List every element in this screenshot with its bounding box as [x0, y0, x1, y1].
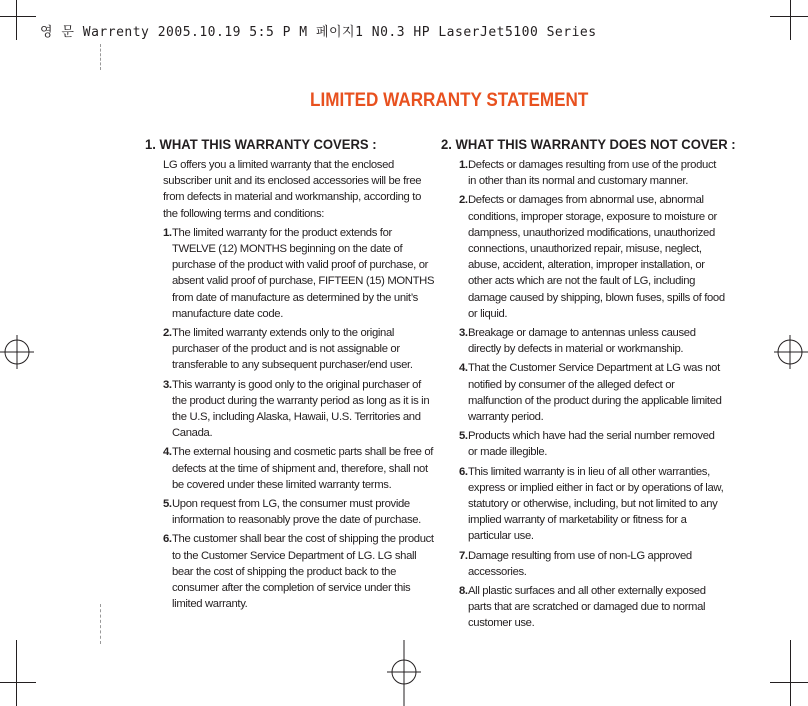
item-number: 6.	[163, 533, 172, 546]
list-item	[163, 496, 435, 528]
crop-mark-bottom-right-h	[770, 682, 808, 683]
item-text: This warranty is good only to the original purchaser of the product during the warranty period as long as it is in the U.S, including Alaska, Hawaii, U.S. Territories and Canada.	[172, 378, 430, 440]
registration-target-bottom-icon	[384, 640, 424, 706]
list-item	[163, 225, 435, 322]
item-text: Upon request from LG, the consumer must provide information to reasonably prove the date of purchase.	[172, 498, 421, 527]
registration-target-left-icon	[0, 332, 40, 372]
list-item	[163, 377, 435, 442]
item-number: 3.	[459, 327, 468, 340]
crop-mark-bottom-left	[16, 640, 17, 706]
item-text: Products which have had the serial number removed or made illegible.	[468, 430, 715, 459]
item-number: 2.	[459, 194, 468, 207]
item-number: 4.	[163, 446, 172, 459]
section-what-warranty-covers	[145, 137, 435, 615]
list-item	[163, 325, 435, 374]
list-item	[163, 531, 435, 612]
item-number: 4.	[459, 362, 468, 375]
section-intro: LG offers you a limited warranty that the enclosed subscriber unit and its enclosed accessories will be free from defects in material and workmanship, according to the following terms and conditions:	[163, 159, 422, 220]
item-text: Damage resulting from use of non-LG approved accessories.	[468, 549, 692, 578]
crop-mark-top-right	[790, 0, 791, 40]
list-item	[459, 157, 726, 189]
fold-line-top	[100, 44, 101, 70]
crop-mark-top-left-h	[0, 16, 36, 17]
item-text: Defects or damages resulting from use of the product in other than its normal and customary manner.	[468, 159, 717, 188]
item-text: The external housing and cosmetic parts shall be free of defects at the time of shipment and, therefore, shall not be covered under these limited warranty terms.	[172, 446, 434, 491]
item-number: 5.	[163, 498, 172, 511]
item-number: 7.	[459, 549, 468, 562]
list-item	[459, 583, 726, 632]
registration-target-right-icon	[770, 332, 808, 372]
list-item	[163, 444, 435, 493]
list-item	[459, 325, 726, 357]
item-text: The limited warranty for the product extends for TWELVE (12) MONTHS beginning on the date of purchase of the product with valid proof of purchase, or absent valid proof of purchase, FIFTEEN (15) MONTHS from date of manufacture as determined by the unit’s manufacture date code.	[172, 226, 435, 320]
list-item	[459, 192, 726, 322]
list-item	[459, 464, 726, 545]
item-text: The limited warranty extends only to the original purchaser of the product and is not assignable or transferable to any subsequent purchaser/end user.	[172, 327, 413, 372]
list-item	[459, 428, 726, 460]
item-number: 5.	[459, 430, 468, 443]
item-number: 1.	[163, 226, 172, 239]
item-number: 6.	[459, 465, 468, 478]
section-what-warranty-does-not-cover	[441, 137, 736, 635]
crop-mark-bottom-left-h	[0, 682, 36, 683]
item-number: 2.	[163, 327, 172, 340]
crop-mark-top-left	[16, 0, 17, 40]
item-text: That the Customer Service Department at LG was not notified by consumer of the alleged defect or malfunction of the product during the applicable limited warranty period.	[468, 362, 722, 424]
print-header: 영 문 Warrenty 2005.10.19 5:5 P M 페이지1 N0.3 HP LaserJet5100 Series	[40, 25, 597, 40]
list-item	[459, 360, 726, 425]
section-heading: 2. WHAT THIS WARRANTY DOES NOT COVER :	[441, 137, 736, 153]
crop-mark-top-right-h	[770, 16, 808, 17]
crop-mark-bottom-right	[790, 640, 791, 706]
item-number: 1.	[459, 159, 468, 171]
item-text: This limited warranty is in lieu of all other warranties, express or implied either in fact or by operations of law, statutory or otherwise, including, but not limited to any implied warranty of marketability or fitness for a particular use.	[468, 465, 724, 543]
fold-line-bottom	[100, 604, 101, 644]
item-number: 8.	[459, 585, 468, 598]
page-title: LIMITED WARRANTY STATEMENT	[310, 90, 589, 111]
item-text: The customer shall bear the cost of shipping the product to the Customer Service Department of LG. LG shall bear the cost of shipping the product back to the consumer after the completion of service under this limited warranty.	[172, 533, 434, 611]
item-text: Defects or damages from abnormal use, abnormal conditions, improper storage, exposure to moisture or dampness, unauthorized modifications, unauthorized connections, unauthorized repair, misuse, neglect, abuse, accident, alteration, improper installation, or other acts which are not the fault of LG, including damage caused by shipping, blown fuses, spills of food or liquid.	[468, 194, 725, 320]
list-item	[459, 548, 726, 580]
item-number: 3.	[163, 378, 172, 391]
item-text: All plastic surfaces and all other externally exposed parts that are scratched or damaged due to normal customer use.	[468, 585, 706, 630]
item-text: Breakage or damage to antennas unless caused directly by defects in material or workmanship.	[468, 327, 696, 356]
section-heading: 1. WHAT THIS WARRANTY COVERS :	[145, 137, 377, 153]
